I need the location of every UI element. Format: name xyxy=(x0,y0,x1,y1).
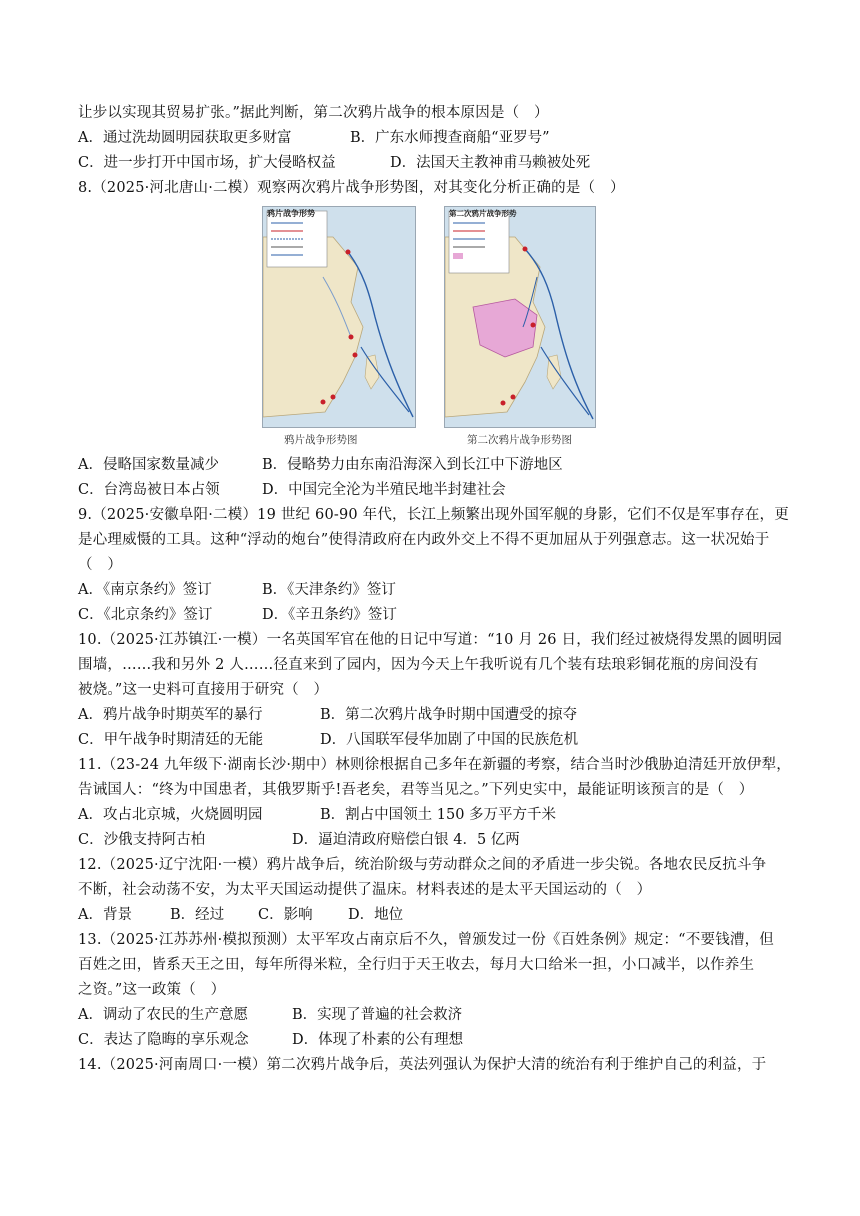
q9-option-d: D．《辛丑条约》签订 xyxy=(262,607,397,623)
q12-stem-line1: 12.（2025·辽宁沈阳·一模）鸦片战争后，统治阶级与劳动群众之间的矛盾进一步尖锐。各地农民反抗斗争 xyxy=(78,857,767,873)
q14-stem-line1: 14.（2025·河南周口·一模）第二次鸦片战争后，英法列强认为保护大清的统治有利于维护自己的利益，于 xyxy=(78,1057,767,1073)
q9-option-c: C．《北京条约》签订 xyxy=(78,607,213,623)
q8-option-c: C．台湾岛被日本占领 xyxy=(78,482,220,498)
q7-option-b: B．广东水师搜查商船“亚罗号” xyxy=(350,130,550,146)
q11-option-b: B．割占中国领土 150 多万平方千米 xyxy=(320,807,557,823)
q10-stem-line3: 被烧。”这一史料可直接用于研究（ ） xyxy=(78,682,329,698)
q10-option-d: D．八国联军侵华加剧了中国的民族危机 xyxy=(320,732,579,748)
q11-option-d: D．逼迫清政府赔偿白银 4．5 亿两 xyxy=(292,832,520,848)
q8-option-d: D．中国完全沦为半殖民地半封建社会 xyxy=(262,482,506,498)
map-first-opium-war-graphic xyxy=(263,207,415,427)
map2-caption: 第二次鸦片战争形势图 xyxy=(467,434,572,446)
q13-option-d: D．体现了朴素的公有理想 xyxy=(292,1032,464,1048)
q10-stem-line1: 10.（2025·江苏镇江·一模）一名英国军官在他的日记中写道：“10 月 26 日，我们经过被烧得发黑的圆明园 xyxy=(78,632,783,648)
q11-option-c: C．沙俄支持阿古柏 xyxy=(78,832,206,848)
q13-option-b: B．实现了普遍的社会救济 xyxy=(292,1007,463,1023)
q10-option-b: B．第二次鸦片战争时期中国遭受的掠夺 xyxy=(320,707,578,723)
q12-stem-line2: 不断，社会动荡不安，为太平天国运动提供了温床。材料表述的是太平天国运动的（ ） xyxy=(78,882,652,898)
q12-option-c: C．影响 xyxy=(258,907,313,923)
q12-option-b: B．经过 xyxy=(170,907,225,923)
q9-stem-line2: 是心理威慑的工具。这种“浮动的炮台”使得清政府在内政外交上不得不更加屈从于列强意志。这一状况始于 xyxy=(78,532,770,548)
q10-stem-line2: 围墙，……我和另外 2 人……径直来到了园内，因为今天上午我听说有几个装有珐琅彩铜花瓶的房间没有 xyxy=(78,657,759,673)
q9-option-a: A．《南京条约》签订 xyxy=(78,582,212,598)
q7-option-c: C．进一步打开中国市场，扩大侵略权益 xyxy=(78,155,336,171)
q12-option-a: A．背景 xyxy=(78,907,132,923)
q11-option-a: A．攻占北京城，火烧圆明园 xyxy=(78,807,263,823)
q9-option-b: B．《天津条约》签订 xyxy=(262,582,396,598)
map-first-opium-war xyxy=(262,206,416,428)
q11-stem-line2: 告诫国人：“终为中国患者，其俄罗斯乎!吾老矣，君等当见之。”下列史实中，最能证明该预言的是（ ） xyxy=(78,782,754,798)
q13-option-a: A．调动了农民的生产意愿 xyxy=(78,1007,248,1023)
map-second-opium-war-graphic xyxy=(445,207,595,427)
q7-option-a: A．通过洗劫圆明园获取更多财富 xyxy=(78,130,292,146)
q10-option-c: C．甲午战争时期清廷的无能 xyxy=(78,732,264,748)
q8-stem: 8.（2025·河北唐山·二模）观察两次鸦片战争形势图，对其变化分析正确的是（ ） xyxy=(78,180,625,196)
q13-stem-line3: 之资。”这一政策（ ） xyxy=(78,982,226,998)
q9-stem-line3: （ ） xyxy=(78,557,123,573)
q9-stem-line1: 9.（2025·安徽阜阳·二模）19 世纪 60-90 年代，长江上频繁出现外国军舰的身影，它们不仅是军事存在，更 xyxy=(78,507,789,523)
q13-stem-line1: 13.（2025·江苏苏州·模拟预测）太平军攻占南京后不久，曾颁发过一份《百姓条例》规定：“不要钱漕，但 xyxy=(78,932,774,948)
q8-option-a: A．侵略国家数量减少 xyxy=(78,457,219,473)
q8-option-b: B．侵略势力由东南沿海深入到长江中下游地区 xyxy=(262,457,563,473)
q13-option-c: C．表达了隐晦的享乐观念 xyxy=(78,1032,249,1048)
q12-option-d: D．地位 xyxy=(348,907,404,923)
map-second-opium-war xyxy=(444,206,596,428)
map1-title: 鸦片战争形势 xyxy=(267,208,315,218)
q7-stem-tail: 让步以实现其贸易扩张。”据此判断，第二次鸦片战争的根本原因是（ ） xyxy=(78,105,549,121)
map1-caption: 鸦片战争形势图 xyxy=(284,434,358,446)
q13-stem-line2: 百姓之田，皆系天王之田，每年所得米粒，全行归于天王收去，每月大口给米一担，小口减半，以作养生 xyxy=(78,957,755,973)
q10-option-a: A．鸦片战争时期英军的暴行 xyxy=(78,707,263,723)
q7-option-d: D．法国天主教神甫马赖被处死 xyxy=(390,155,591,171)
opium-war-maps xyxy=(262,206,602,452)
map2-title: 第二次鸦片战争形势 xyxy=(449,209,517,218)
q11-stem-line1: 11.（23-24 九年级下·湖南长沙·期中）林则徐根据自己多年在新疆的考察，结合当时沙俄胁迫清廷开放伊犁， xyxy=(78,757,791,773)
